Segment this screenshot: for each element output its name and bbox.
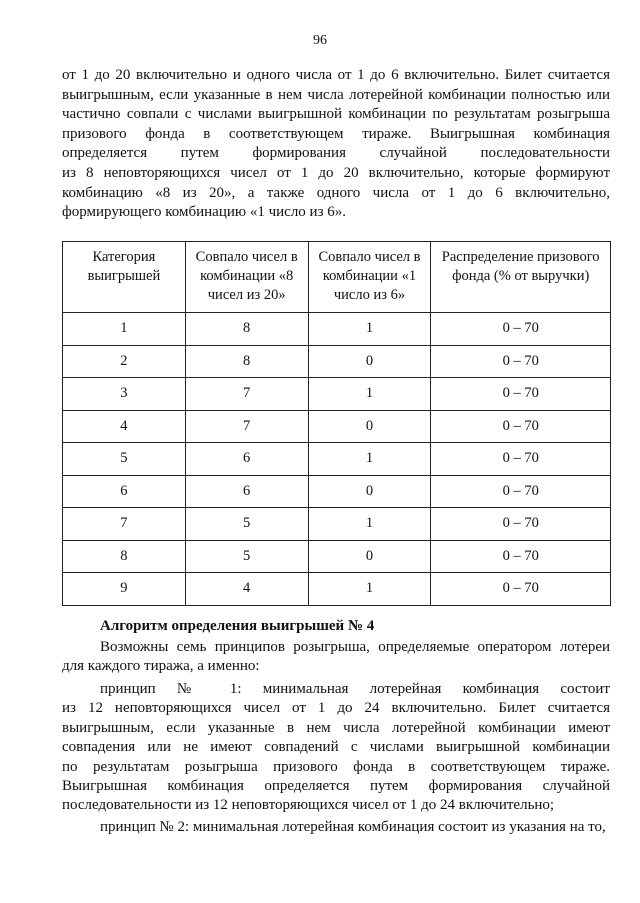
cell-category: 8 xyxy=(63,540,186,573)
principle-2-paragraph xyxy=(62,818,610,837)
text-line: выигрышным, если указанные в нем числа лотерейной комбинации полностью или xyxy=(62,86,610,103)
cell-match-1-of-6: 1 xyxy=(308,378,431,411)
table-row xyxy=(63,443,611,476)
algorithm-heading: Алгоритм определения выигрышей № 4 xyxy=(100,618,375,634)
table-row xyxy=(63,573,611,606)
intro-paragraph xyxy=(62,66,610,223)
cell-prize-fund: 0 – 70 xyxy=(431,410,611,443)
text-line: принцип № 2: минимальная лотерейная комбинация состоит из указания на то, xyxy=(100,819,606,835)
text-line: из 8 неповторяющихся чисел от 1 до 20 включительно, которые формируют xyxy=(62,164,610,181)
text-line: последовательности из 12 неповторяющихся чисел от 1 до 24 включительно; xyxy=(62,797,555,814)
text-line: частично совпали с числами выигрышной комбинации по результатам розыгрыша xyxy=(62,106,610,123)
cell-prize-fund: 0 – 70 xyxy=(431,475,611,508)
cell-category: 9 xyxy=(63,573,186,606)
table-row xyxy=(63,345,611,378)
cell-match-8-of-20: 4 xyxy=(185,573,308,606)
header-prize-fund: Распределение призового фонда (% от выручки) xyxy=(431,242,611,313)
cell-category: 1 xyxy=(63,313,186,346)
cell-match-1-of-6: 1 xyxy=(308,573,431,606)
text-line: Выигрышная комбинация определяется путем формирования случайной xyxy=(62,778,610,795)
cell-category: 3 xyxy=(63,378,186,411)
cell-prize-fund: 0 – 70 xyxy=(431,443,611,476)
cell-prize-fund: 0 – 70 xyxy=(431,540,611,573)
text-line: определяется путем формирования случайной последовательности xyxy=(62,145,610,162)
cell-category: 5 xyxy=(63,443,186,476)
text-line: принцип № 1: минимальная лотерейная комбинация состоит xyxy=(100,681,610,697)
header-category: Категория выигрышей xyxy=(63,242,186,313)
cell-match-1-of-6: 1 xyxy=(308,443,431,476)
cell-prize-fund: 0 – 70 xyxy=(431,313,611,346)
text-line: комбинацию «8 из 20», а также одного числа от 1 до 6 включительно, xyxy=(62,184,610,201)
table-row xyxy=(63,508,611,541)
cell-prize-fund: 0 – 70 xyxy=(431,508,611,541)
cell-match-1-of-6: 1 xyxy=(308,508,431,541)
table-row xyxy=(63,475,611,508)
table-row xyxy=(63,410,611,443)
cell-match-8-of-20: 7 xyxy=(185,378,308,411)
text-line: для каждого тиража, а именно: xyxy=(62,658,260,675)
cell-match-8-of-20: 6 xyxy=(185,475,308,508)
principles-intro-paragraph xyxy=(62,638,610,677)
table-row xyxy=(63,378,611,411)
cell-match-8-of-20: 5 xyxy=(185,508,308,541)
cell-category: 2 xyxy=(63,345,186,378)
cell-prize-fund: 0 – 70 xyxy=(431,345,611,378)
header-match-8-of-20: Совпало чисел в комбинации «8 чисел из 20» xyxy=(185,242,308,313)
cell-match-1-of-6: 1 xyxy=(308,313,431,346)
table-row xyxy=(63,540,611,573)
text-line: формирующего комбинацию «1 число из 6». xyxy=(62,204,347,221)
cell-category: 6 xyxy=(63,475,186,508)
cell-category: 4 xyxy=(63,410,186,443)
text-line: совпадения или не имеют совпадений с числами выигрышной комбинации xyxy=(62,739,610,756)
cell-match-8-of-20: 6 xyxy=(185,443,308,476)
cell-match-8-of-20: 8 xyxy=(185,313,308,346)
cell-match-1-of-6: 0 xyxy=(308,540,431,573)
prize-distribution-table xyxy=(62,241,611,606)
cell-match-8-of-20: 7 xyxy=(185,410,308,443)
cell-match-8-of-20: 8 xyxy=(185,345,308,378)
principle-1-paragraph xyxy=(62,680,610,816)
cell-match-8-of-20: 5 xyxy=(185,540,308,573)
cell-category: 7 xyxy=(63,508,186,541)
page-number: 96 xyxy=(313,33,327,48)
cell-prize-fund: 0 – 70 xyxy=(431,573,611,606)
table-header-row xyxy=(63,242,611,313)
cell-match-1-of-6: 0 xyxy=(308,475,431,508)
cell-prize-fund: 0 – 70 xyxy=(431,378,611,411)
text-line: от 1 до 20 включительно и одного числа от 1 до 6 включительно. Билет считается xyxy=(62,67,610,83)
cell-match-1-of-6: 0 xyxy=(308,410,431,443)
text-line: Возможны семь принципов розыгрыша, определяемые оператором лотереи xyxy=(100,639,610,655)
text-line: призового фонда в соответствующем тираже. Выигрышная комбинация xyxy=(62,125,610,142)
header-match-1-of-6: Совпало чисел в комбинации «1 число из 6» xyxy=(308,242,431,313)
text-line: по результатам розыгрыша призового фонда в соответствующем тираже. xyxy=(62,758,610,775)
table-row xyxy=(63,313,611,346)
cell-match-1-of-6: 0 xyxy=(308,345,431,378)
text-line: из 12 неповторяющихся чисел от 1 до 24 включительно. Билет считается xyxy=(62,700,610,717)
text-line: выигрышным, если указанные в нем числа лотерейной комбинации имеют xyxy=(62,719,610,736)
